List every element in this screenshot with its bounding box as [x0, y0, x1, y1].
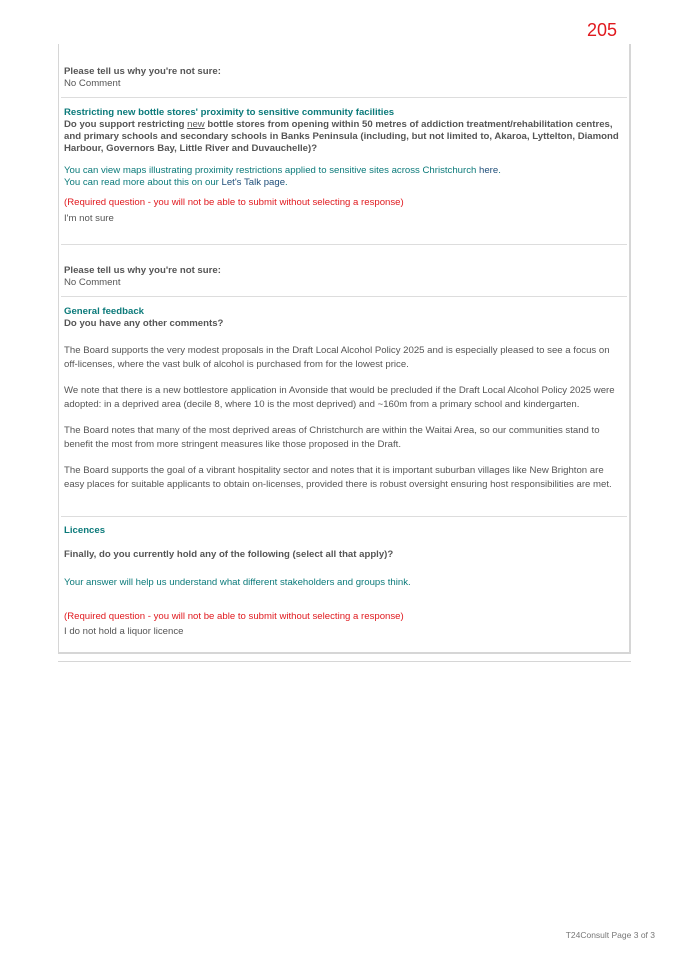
unsure-reason-section-2 [64, 265, 624, 289]
unsure-reason-answer: No Comment [64, 78, 121, 89]
lets-talk-link[interactable]: Let's Talk page [221, 177, 286, 188]
section-divider [61, 516, 627, 517]
section-divider [61, 296, 627, 297]
bottle-stores-heading: Restricting new bottle stores' proximity to sensitive community facilities [64, 107, 395, 118]
licences-section [64, 525, 624, 638]
bottle-stores-answer: I'm not sure [64, 213, 114, 224]
feedback-paragraph: We note that there is a new bottlestore application in Avonside that would be precluded if the Draft Local Alcohol Policy 2025 were adopted: in a deprived area (decile 8, where 10 is the most deprived) and ~160m from a primary school and kindergarten. [64, 385, 615, 410]
licences-heading: Licences [64, 525, 106, 536]
general-feedback-question: Do you have any other comments? [64, 318, 224, 329]
licences-question: Finally, do you currently hold any of the following (select all that apply)? [64, 549, 394, 560]
panel-underline [58, 661, 631, 662]
page-footer: T24Consult Page 3 of 3 [565, 930, 655, 940]
licences-answer: I do not hold a liquor licence [64, 626, 184, 637]
page-number: 205 [586, 20, 617, 40]
bottle-stores-section [64, 107, 624, 225]
feedback-paragraph: The Board supports the very modest proposals in the Draft Local Alcohol Policy 2025 and is especially pleased to see a focus on off-licenses, where the vast bulk of alcohol is purchased from for the lowest price. [64, 345, 610, 370]
maps-info: You can view maps illustrating proximity restrictions applied to sensitive sites across Christchurch here. [64, 165, 501, 176]
feedback-paragraph: The Board supports the goal of a vibrant hospitality sector and notes that it is important suburban villages like New Brighton are easy places for suitable applicants to obtain on-licenses, provided there is robust oversight ensuring host responsibilities are met. [64, 465, 612, 490]
read-more-info: You can read more about this on our Let's Talk page. [64, 177, 288, 188]
required-note: (Required question - you will not be able to submit without selecting a response) [64, 611, 404, 622]
unsure-reason-label: Please tell us why you're not sure: [64, 265, 221, 276]
response-panel [58, 44, 631, 654]
section-divider [61, 244, 627, 245]
bottle-stores-question: Do you support restricting new bottle stores from opening within 50 metres of addiction treatment/rehabilitation centres, and primary schools and secondary schools in Banks Peninsula (including, but not limited to, Akaroa, Lyttelton, Diamond Harbour, Governors Bay, Little River and Duvauchelle)? [64, 119, 619, 154]
maps-link[interactable]: here [479, 165, 499, 176]
feedback-response [64, 344, 624, 492]
unsure-reason-answer: No Comment [64, 277, 121, 288]
licences-note: Your answer will help us understand what different stakeholders and groups think. [64, 577, 411, 588]
unsure-reason-section-1 [64, 66, 624, 90]
feedback-paragraph: The Board notes that many of the most deprived areas of Christchurch are within the Waitai Area, so our communities stand to benefit the most from more stringent measures like those proposed in the Draft. [64, 425, 600, 450]
required-note: (Required question - you will not be able to submit without selecting a response) [64, 197, 404, 208]
section-divider [61, 97, 627, 98]
general-feedback-heading: General feedback [64, 306, 144, 317]
general-feedback-section [64, 306, 624, 492]
unsure-reason-label: Please tell us why you're not sure: [64, 66, 221, 77]
